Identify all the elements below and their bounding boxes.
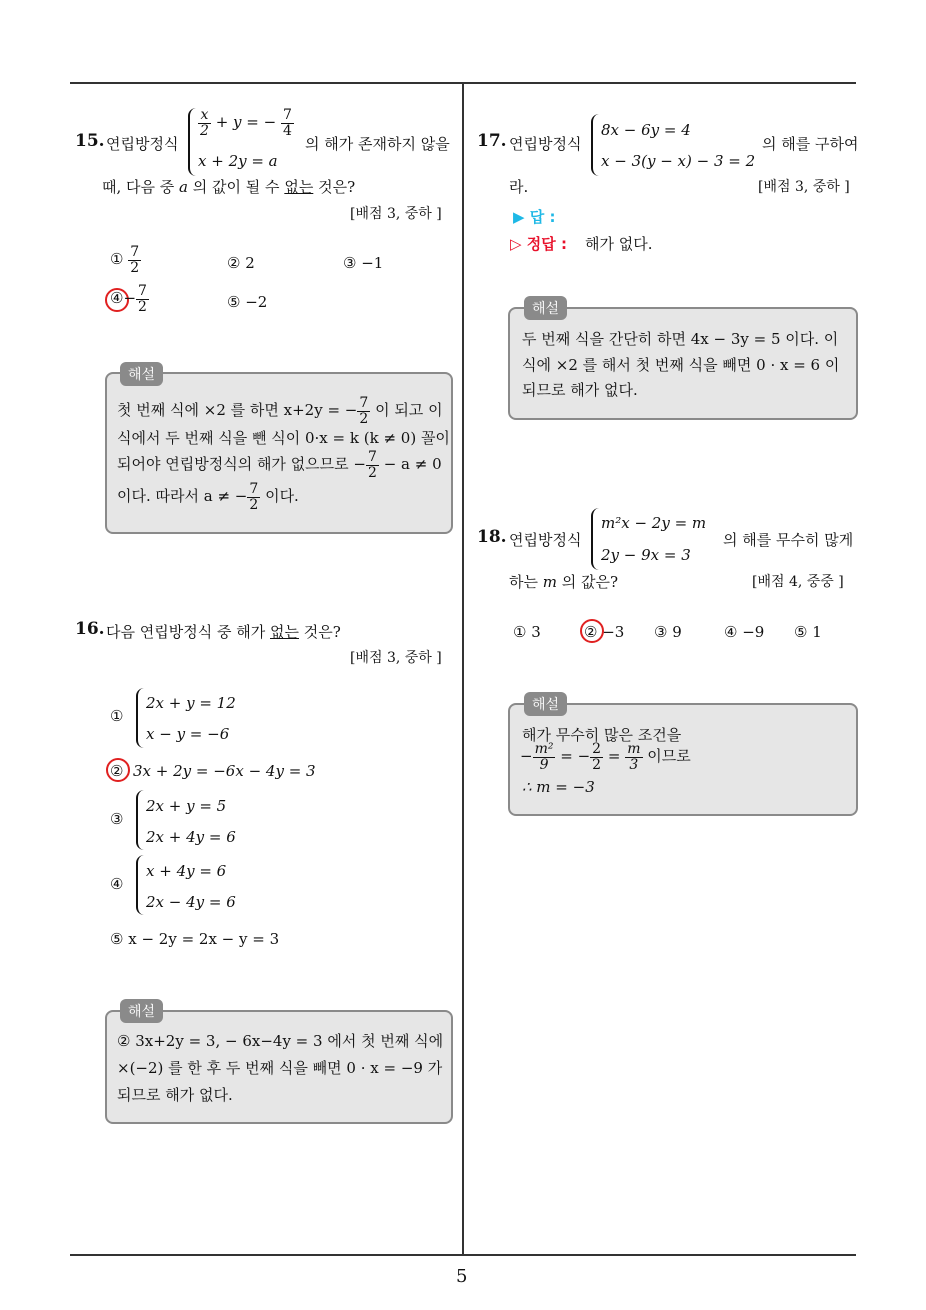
q17-correct-value: 해가 없다. xyxy=(585,235,653,253)
q18-option-2[interactable]: ② −3 xyxy=(584,623,625,641)
q16-stem: 다음 연립방정식 중 해가 없는 것은? xyxy=(106,623,341,641)
q15-exp-line3: 되어야 연립방정식의 해가 없으므로 − $\frac{7}{2}$ − a ≠ 0 xyxy=(117,449,442,481)
q17-eq1: 8x − 6y = 4 xyxy=(601,121,691,139)
q16-number: 16. xyxy=(75,619,105,639)
q17-exp-line1: 두 번째 식을 간단히 하면 4x − 3y = 5 이다. 이 xyxy=(522,330,839,348)
q15-option-3[interactable]: ③ −1 xyxy=(343,254,384,272)
q17-line2: 라. xyxy=(509,178,529,196)
q16-option-2-eq: 3x + 2y = −6x − 4y = 3 xyxy=(133,762,316,780)
q15-score: [배점 3, 중하 ] xyxy=(350,206,442,222)
q15-exp-line1: 첫 번째 식에 ×2 를 하면 x+2y = − $\frac{7}{2}$ 이 되고 이 xyxy=(117,395,443,427)
q17-trail: 의 해를 구하여 xyxy=(762,135,859,153)
q16-option-4-eq1: x + 4y = 6 xyxy=(146,862,227,880)
q18-eq2: 2y − 9x = 3 xyxy=(601,546,691,564)
q15-exp-line2: 식에서 두 번째 식을 뺀 식이 0·x = k (k ≠ 0) 꼴이 xyxy=(117,429,450,447)
q16-option-3-brace xyxy=(136,790,144,850)
q17-eq2: x − 3(y − x) − 3 = 2 xyxy=(601,152,756,170)
q18-score: [배점 4, 중중 ] xyxy=(752,574,844,590)
q16-option-1-eq1: 2x + y = 12 xyxy=(146,694,236,712)
q15-option-5[interactable]: ⑤ −2 xyxy=(227,293,268,311)
q17-exp-line3: 되므로 해가 없다. xyxy=(522,381,638,399)
q18-explanation-tag: 해설 xyxy=(524,692,567,716)
column-divider xyxy=(462,82,464,1256)
q15-trail: 의 해가 존재하지 않을 xyxy=(305,135,450,153)
q15-exp-line4: 이다. 따라서 a ≠ − $\frac{7}{2}$ 이다. xyxy=(117,481,299,513)
q15-number: 15. xyxy=(75,131,105,151)
q18-exp-line1: 해가 무수히 많은 조건을 xyxy=(522,726,682,744)
q17-correct-label: ▷ 정답 : xyxy=(510,235,567,253)
q15-option-4[interactable]: ④− $\frac{7}{2}$ xyxy=(110,283,147,315)
q18-option-1[interactable]: ① 3 xyxy=(513,623,541,641)
q18-eq1: m²x − 2y = m xyxy=(601,514,707,532)
q15-option-2[interactable]: ② 2 xyxy=(227,254,255,272)
q17-explanation-tag: 해설 xyxy=(524,296,567,320)
q18-number: 18. xyxy=(477,527,507,547)
q16-option-4-brace xyxy=(136,855,144,915)
q18-trail: 의 해를 무수히 많게 xyxy=(723,531,854,549)
q17-lead: 연립방정식 xyxy=(509,135,582,153)
q16-exp-line3: 되므로 해가 없다. xyxy=(117,1086,233,1104)
q16-option-1-brace xyxy=(136,688,144,748)
page-number: 5 xyxy=(456,1266,468,1287)
q18-line2: 하는 m 의 값은? xyxy=(509,573,619,591)
q17-score: [배점 3, 중하 ] xyxy=(758,179,850,195)
q16-option-2-mark[interactable]: ② xyxy=(110,762,124,780)
q15-brace xyxy=(188,108,196,176)
q16-exp-line1: ② 3x+2y = 3, − 6x−4y = 3 에서 첫 번째 식에 xyxy=(117,1032,444,1050)
q16-option-4-mark[interactable]: ④ xyxy=(110,875,124,893)
q15-lead: 연립방정식 xyxy=(106,135,179,153)
q15-line2: 때, 다음 중 a 의 값이 될 수 없는 것은? xyxy=(102,178,356,196)
q18-brace xyxy=(591,508,599,570)
q17-answer-label: ▶ 답 : xyxy=(513,208,556,226)
q17-exp-line2: 식에 ×2 를 해서 첫 번째 식을 빼면 0 · x = 6 이 xyxy=(522,356,840,374)
q16-score: [배점 3, 중하 ] xyxy=(350,650,442,666)
q18-exp-line3: ∴ m = −3 xyxy=(522,778,595,796)
q16-option-3-eq2: 2x + 4y = 6 xyxy=(146,828,236,846)
q16-exp-line2: ×(−2) 를 한 후 두 번째 식을 빼면 0 · x = −9 가 xyxy=(117,1059,443,1077)
q15-eq2: x + 2y = a xyxy=(198,152,278,170)
q15-explanation-tag: 해설 xyxy=(120,362,163,386)
q17-number: 17. xyxy=(477,131,507,151)
q16-option-3-eq1: 2x + y = 5 xyxy=(146,797,227,815)
q16-option-4-eq2: 2x − 4y = 6 xyxy=(146,893,236,911)
q16-option-5[interactable]: ⑤ x − 2y = 2x − y = 3 xyxy=(110,930,280,948)
q16-option-1-mark[interactable]: ① xyxy=(110,707,124,725)
q17-brace xyxy=(591,114,599,176)
q16-explanation-tag: 해설 xyxy=(120,999,163,1023)
q16-option-1-eq2: x − y = −6 xyxy=(146,725,230,743)
q18-option-5[interactable]: ⑤ 1 xyxy=(794,623,822,641)
q18-lead: 연립방정식 xyxy=(509,531,582,549)
q16-option-3-mark[interactable]: ③ xyxy=(110,810,124,828)
q18-exp-line2: − $\frac{\text{m²}}{9}$ = − $\frac{2}{2}$ = $\frac{m}{3}$ 이므로 xyxy=(520,741,691,773)
q18-option-3[interactable]: ③ 9 xyxy=(654,623,682,641)
q15-option-1[interactable]: ① $\frac{7}{2}$ xyxy=(110,244,140,276)
q15-eq1: $\frac{x}{2}$ + y = − $\frac{7}{4}$ xyxy=(200,107,292,139)
q18-option-4[interactable]: ④ −9 xyxy=(724,623,765,641)
